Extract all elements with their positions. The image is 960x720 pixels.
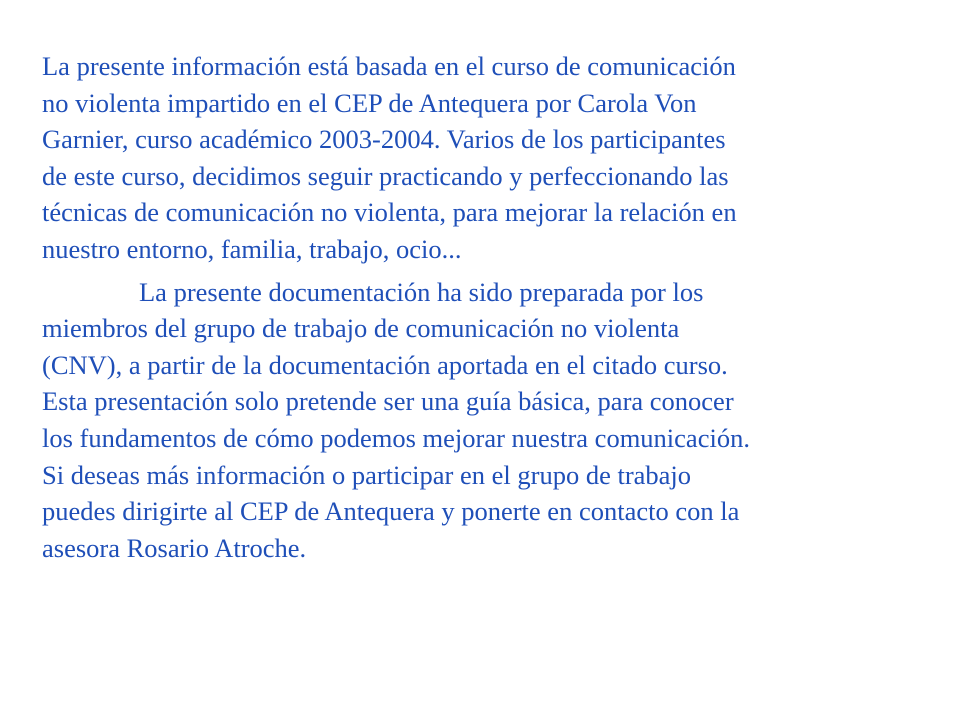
text-line: Si deseas más información o participar en el grupo de trabajo xyxy=(42,459,692,490)
text-block xyxy=(42,48,922,566)
text-line: Garnier, curso académico 2003-2004. Varios de los participantes xyxy=(42,124,726,155)
paragraph-intro xyxy=(42,48,922,268)
text-line: los fundamentos de cómo podemos mejorar nuestra comunicación. xyxy=(42,422,750,453)
text-line: de este curso, decidimos seguir practicando y perfeccionando las xyxy=(42,160,729,191)
paragraph-documentation xyxy=(42,274,922,567)
text-line: nuestro entorno, familia, trabajo, ocio... xyxy=(42,233,462,264)
text-line: Esta presentación solo pretende ser una guía básica, para conocer xyxy=(42,386,734,417)
text-line: no violenta impartido en el CEP de Antequera por Carola Von xyxy=(42,87,697,118)
text-line: miembros del grupo de trabajo de comunicación no violenta xyxy=(42,313,680,344)
text-line: técnicas de comunicación no violenta, para mejorar la relación en xyxy=(42,197,737,228)
text-line: puedes dirigirte al CEP de Antequera y ponerte en contacto con la xyxy=(42,496,740,527)
text-line: La presente información está basada en el curso de comunicación xyxy=(42,51,736,81)
text-line: (CNV), a partir de la documentación aportada en el citado curso. xyxy=(42,349,728,380)
text-line: asesora Rosario Atroche. xyxy=(42,532,307,563)
text-line: La presente documentación ha sido preparada por los xyxy=(139,276,704,307)
